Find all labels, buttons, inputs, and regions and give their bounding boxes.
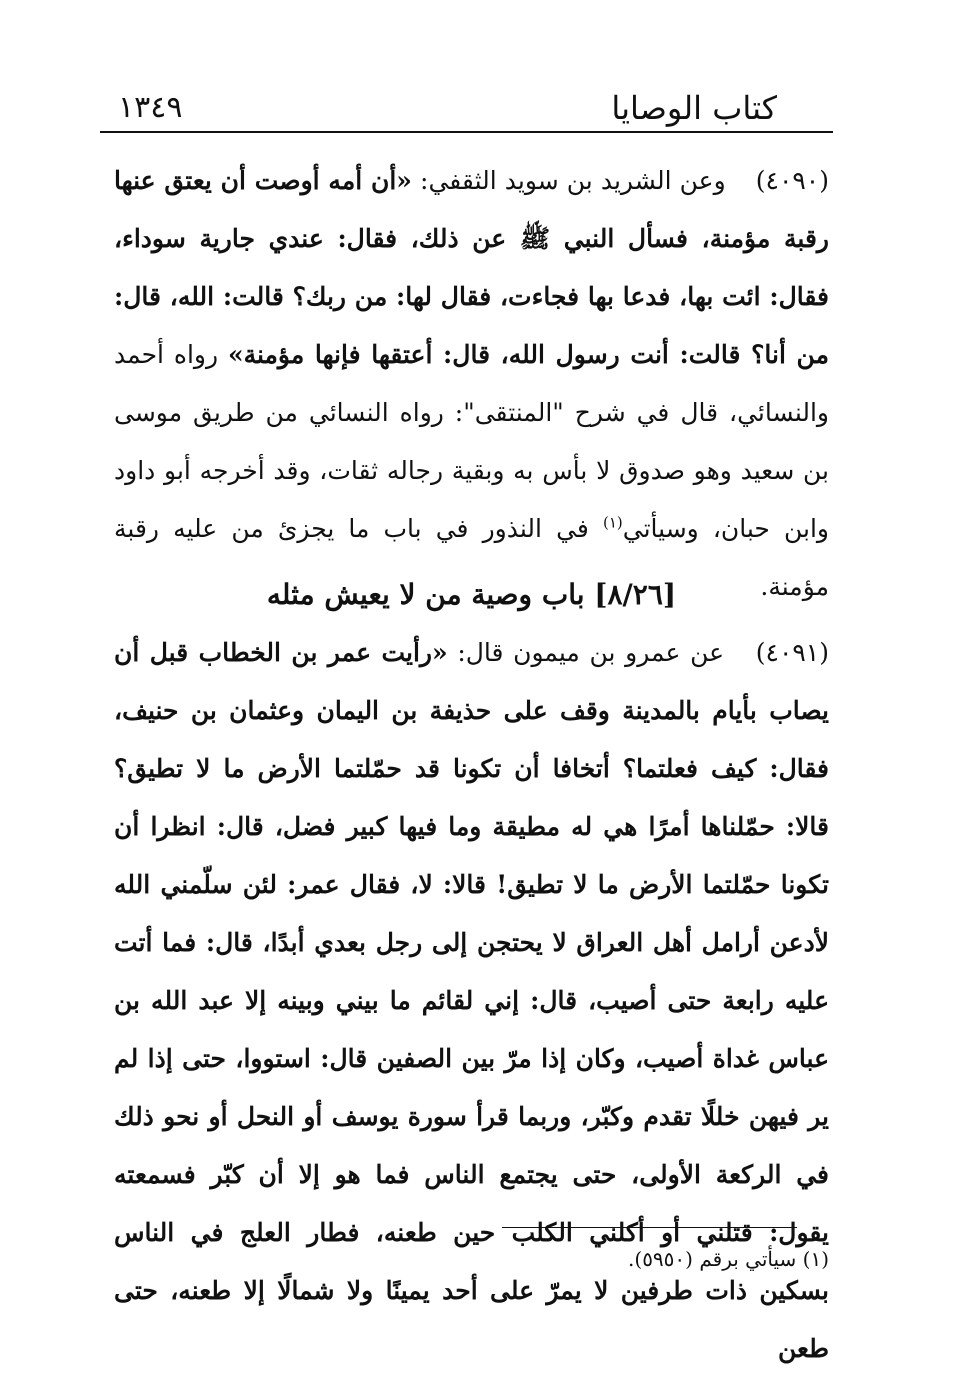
hadith-number: (٤٠٩٠)	[755, 166, 829, 195]
hadith-4090-paragraph	[114, 152, 829, 616]
hadith-quote: «أن أمه أوصت أن يعتق عنها رقبة مؤمنة، فسأل النبي ﷺ عن ذلك، فقال: عندي جارية سوداء، فقال: ائت بها، فدعا بها فجاءت، فقال لها: من ربك؟ قالت: الله، قال: من أنا؟ قالت: أنت رسول الله، قال: أعتقها فإنها مؤمنة»	[114, 166, 829, 369]
footnote-rule	[502, 1227, 797, 1228]
hadith-number: (٤٠٩١)	[755, 638, 829, 667]
hadith-intro: وعن الشريد بن سويد الثقفي:	[420, 166, 726, 195]
footnote-reference: (١)	[602, 513, 623, 532]
hadith-quote: «رأيت عمر بن الخطاب قبل أن يصاب بأيام بالمدينة وقف على حذيفة بن اليمان وعثمان بن حنيف، فقال: كيف فعلتما؟ أتخافا أن تكونا قد حمّلتما الأرض ما لا تطيق؟ قالا: حمّلناها أمرًا هي له مطيقة وما فيها كبير فضل، قال: انظرا أن تكونا حمّلتما الأرض ما لا تطيق! قالا: لا، فقال عمر: لئن سلّمني الله لأدعن أرامل أهل العراق لا يحتجن إلى رجل بعدي أبدًا، قال: فما أتت عليه رابعة حتى أصيب، قال: إني لقائم ما بيني وبينه إلا عبد الله بن عباس غداة أصيب، وكان إذا مرّ بين الصفين قال: استووا، حتى إذا لم ير فيهن خللًا تقدم وكبّر، وربما قرأ سورة يوسف أو النحل أو نحو ذلك في الركعة الأولى، حتى يجتمع الناس فما هو إلا أن كبّر فسمعته يقول: قتلني أو أكلني الكلب حين طعنه، فطار العلج في الناس بسكين ذات طرفين لا يمرّ على أحد يمينًا ولا شمالًا إلا طعنه، حتى طعن	[114, 638, 829, 1363]
footnote: (١) سيأتي برقم (٥٩٥٠).	[628, 1247, 829, 1271]
running-title: كتاب الوصايا	[611, 89, 777, 127]
header-rule	[100, 131, 833, 133]
hadith-commentary: رواه أحمد والنسائي، قال في شرح "المنتقى": رواه النسائي من طريق موسى بن سعيد وهو صدوق لا بأس به وبقية رجاله ثقات، وقد أخرجه أبو داود وابن حبان، وسيأتي	[114, 340, 829, 543]
hadith-intro: عن عمرو بن ميمون قال:	[457, 638, 725, 667]
hadith-commentary-continued: في النذور في باب ما يجزئ من عليه رقبة مؤمنة.	[114, 514, 829, 601]
section-heading: [٨/٢٦] باب وصية من لا يعيش مثله	[266, 578, 677, 611]
page-number: ١٣٤٩	[118, 90, 183, 125]
